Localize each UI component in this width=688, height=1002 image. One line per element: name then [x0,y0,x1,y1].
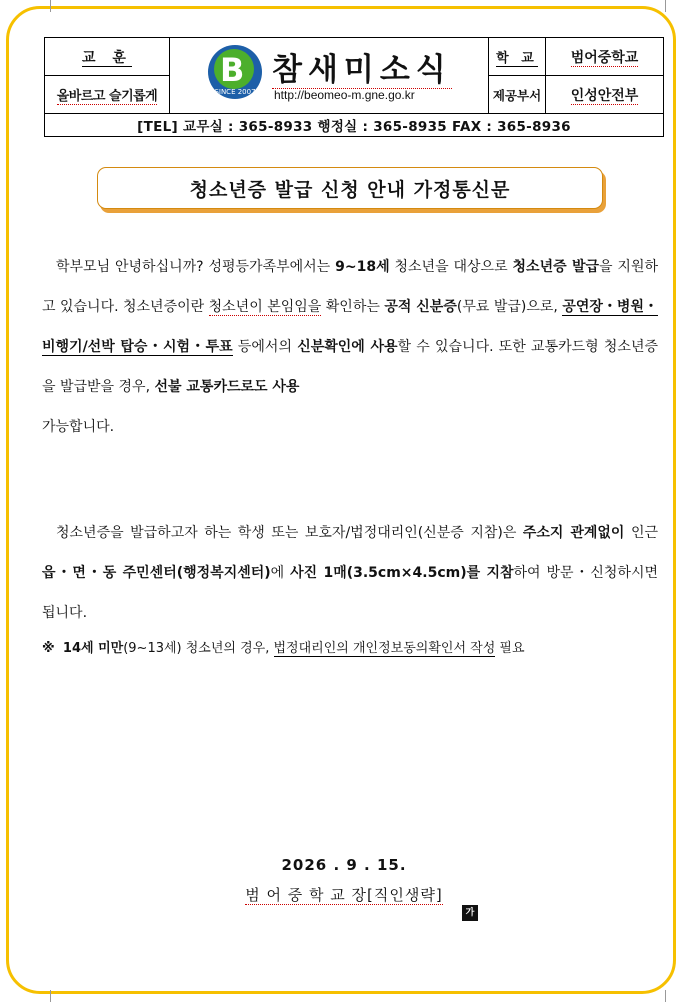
age-range: 9~18세 [335,259,390,275]
signature [0,884,688,905]
paragraph-how-to-apply [42,513,658,633]
school-url: http://beomeo-m.gne.go.kr [274,88,415,102]
school-label-cell [489,38,546,76]
document-title: 청소년증 발급 신청 안내 가정통신문 [189,178,511,201]
school-name-cell [546,38,664,76]
emphasis: 청소년증 발급 [512,259,599,275]
logo-cell [170,38,489,114]
motto-label-cell [45,38,170,76]
crop-mark [655,0,666,12]
text: (9~13세) 청소년의 경우, [123,641,274,656]
issue-date: 2026 . 9 . 15. [281,856,407,874]
text: 청소년을 대상으로 [389,259,513,275]
school-logo-icon: B SINCE 2007 [208,45,262,99]
text: 학부모님 안녕하십니까? 성평등가족부에서는 [56,259,336,275]
paragraph-intro [42,247,658,447]
note-mark: ※ [42,641,55,656]
motto: 올바르고 슬기롭게 [56,89,158,104]
note [42,636,525,662]
text: 에 [270,565,291,581]
text: (무료 발급)으로, [456,299,563,315]
crop-mark [40,990,51,1002]
logo-since: SINCE 2007 [214,88,256,96]
text: 등에서의 [232,339,298,355]
text: 을 지원하고 있습니다. 청소년증이란 [42,259,659,315]
emphasis: 신분확인에 사용 [297,339,398,355]
emphasis: 사진 1매(3.5cm×4.5cm)를 지참 [290,565,514,581]
dept-name: 인성안전부 [570,87,639,104]
dept-label: 제공부서 [489,76,546,114]
text: 가능합니다. [42,419,115,435]
text: 청소년증을 발급하고자 하는 학생 또는 보호자/법정대리인(신분증 지참)은 [56,525,523,541]
text: 청소년이 본임임을 [208,299,322,315]
text: 하여 방문・신청하시면 됩니다. [42,565,658,621]
stamp-marker-icon: 가 [462,905,478,921]
principal-signature: 범 어 중 학 교 장[직인생략] [245,886,443,904]
emphasis: 읍・면・동 주민센터(행정복지센터) [42,565,271,581]
text: 필요 [495,641,525,656]
crop-mark [40,0,51,12]
emphasis: 주소지 관계없이 [522,525,625,541]
motto-label: 교 훈 [82,49,132,66]
page-border [6,6,676,994]
crop-mark [655,990,666,1002]
motto-cell [45,76,170,114]
text: 할 수 있습니다. 또한 교통카드형 청소년증을 발급받을 경우, [42,339,658,395]
school-name: 범어중학교 [570,49,639,66]
text: 확인하는 [321,299,385,315]
newsletter-name: 참새미소식 [272,52,452,88]
usage-list: 공연장・병원・비행기/선박 탑승・시험・투표 [42,299,659,355]
contact-info: [TEL] 교무실 : 365-8933 행정실 : 365-8935 FAX : 365-8936 [45,114,664,137]
emphasis: 공적 신분증 [384,299,457,315]
emphasis: 14세 미만 [62,641,124,656]
text: 법정대리인의 개인정보동의확인서 작성 [273,641,496,656]
title-box [97,167,603,209]
dept-name-cell [546,76,664,114]
text: 인근 [624,525,658,541]
emphasis: 선불 교통카드로도 사용 [154,379,300,395]
school-label: 학 교 [496,51,538,66]
newsletter-header [44,37,664,137]
